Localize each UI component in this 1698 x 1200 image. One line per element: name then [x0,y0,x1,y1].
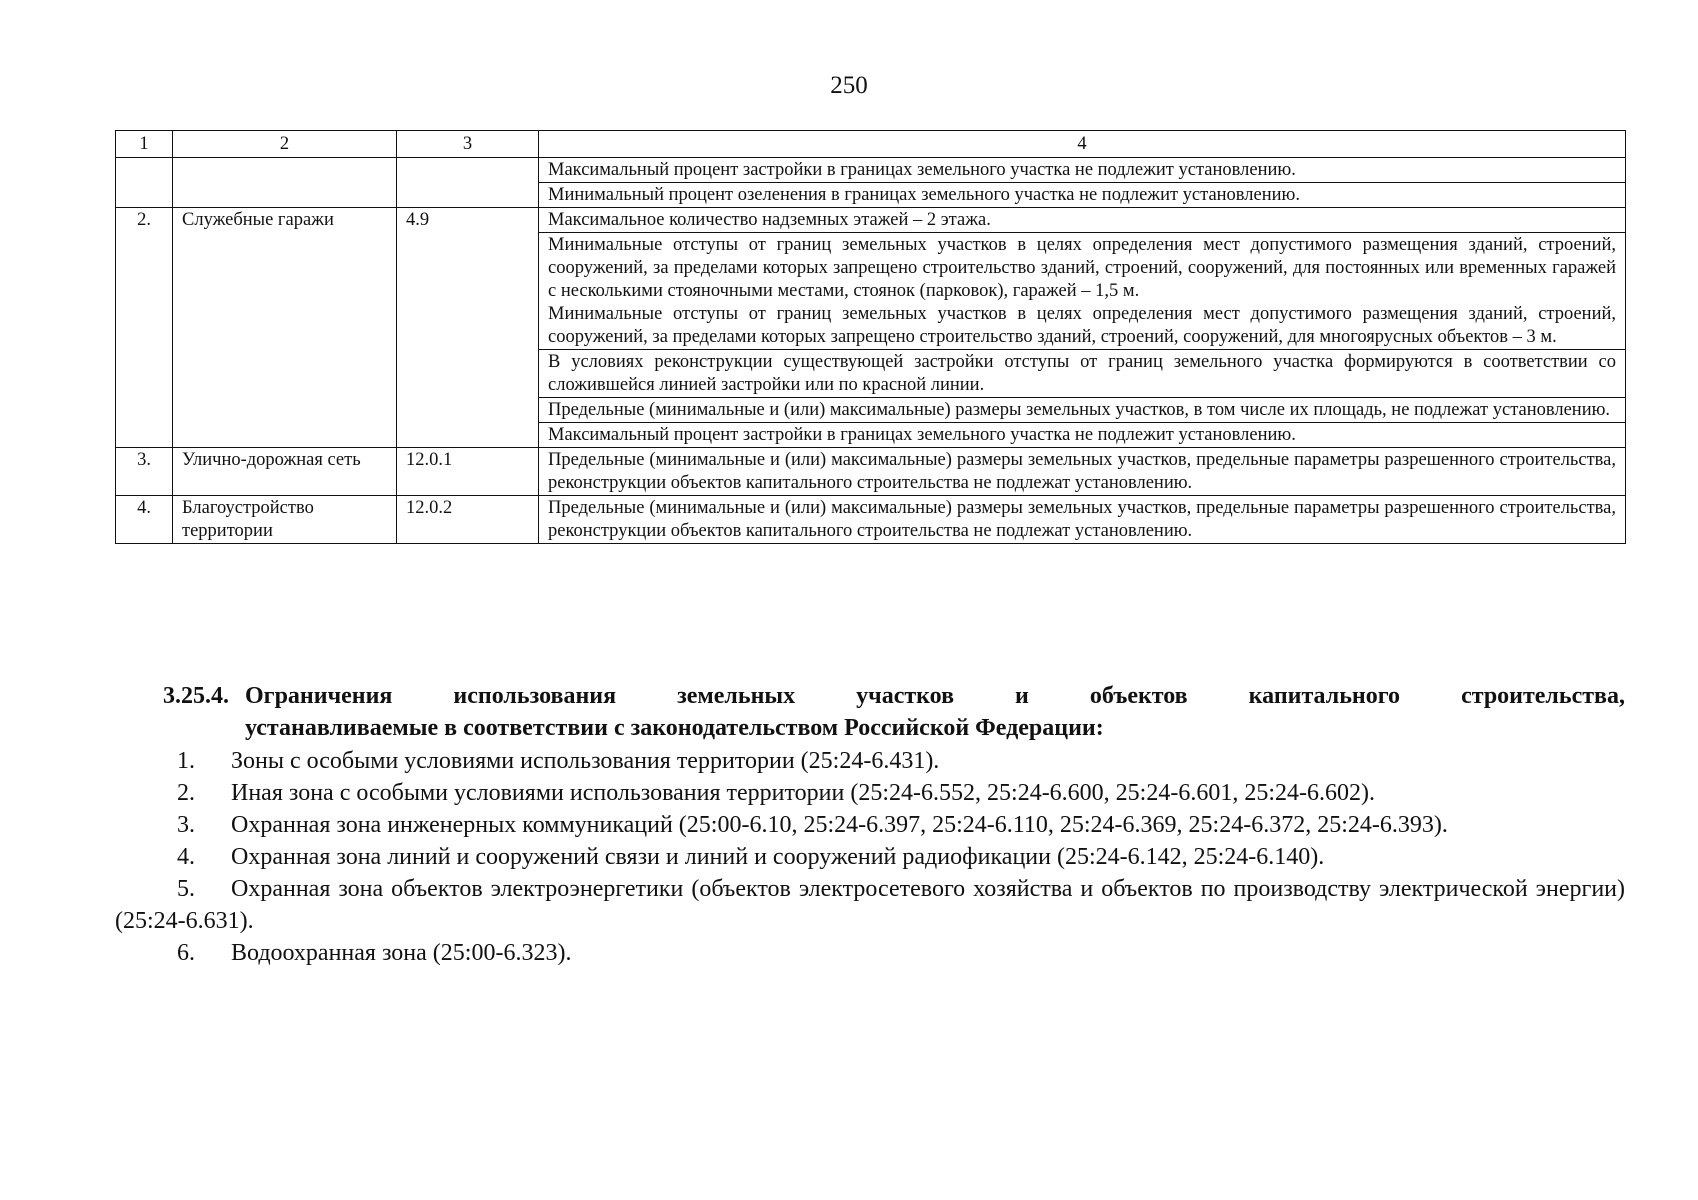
parameter-text: Минимальные отступы от границ земельных участков в целях определения мест допустимого размещения зданий, строений, сооружений, за пределами которых запрещено строительство зданий, строений, сооружений, для многоярусных объектов – 3 м. [548,304,1616,347]
list-item-text: Иная зона с особыми условиями использования территории (25:24-6.552, 25:24-6.600, 25:24-6.601, 25:24-6.602). [231,780,1375,806]
list-item-text: Охранная зона объектов электроэнергетики (объектов электросетевого хозяйства и объектов по производству электрической энергии) (25:24-6.631). [115,876,1625,934]
parameter-cell [539,423,1626,448]
parameter-text: В условиях реконструкции существующей застройки отступы от границ земельного участка формируются в соответствии со сложившейся линией застройки или по красной линии. [548,352,1616,395]
list-item [115,777,1625,809]
use-type-name: Благоустройство территории [173,496,397,544]
table-header-row [116,131,1626,158]
use-type-code: 12.0.2 [397,496,539,544]
table-row [116,158,1626,183]
list-item-text: Охранная зона линий и сооружений связи и линий и сооружений радиофикации (25:24-6.142, 25:24-6.140). [231,844,1325,870]
list-item [115,745,1625,777]
column-header: 3 [397,131,539,158]
list-item-number: 6. [177,940,195,966]
restrictions-section [115,680,1625,969]
parameter-text: Предельные (минимальные и (или) максимальные) размеры земельных участков, предельные параметры разрешенного строительства, реконструкции объектов капитального строительства не подлежат установлению. [548,450,1616,493]
column-header: 2 [173,131,397,158]
parameter-text: Максимальное количество надземных этажей – 2 этажа. [548,210,991,230]
list-item [115,809,1625,841]
restrictions-list [115,745,1625,969]
list-item [115,841,1625,873]
parameter-cell [539,233,1626,350]
parameter-cell [539,448,1626,496]
column-header: 4 [539,131,1626,158]
section-title [245,680,1625,744]
row-number: 2. [116,208,173,448]
use-type-name: Улично-дорожная сеть [173,448,397,496]
section-title-line: Ограничения использования земельных участков и объектов капитального строительства, [245,683,1625,709]
list-item [115,873,1625,937]
list-item-text: Водоохранная зона (25:00-6.323). [231,940,572,966]
empty-cell [173,158,397,208]
parameter-cell [539,398,1626,423]
parameter-text: Минимальные отступы от границ земельных участков в целях определения мест допустимого размещения зданий, строений, сооружений, за пределами которых запрещено строительство зданий, строений, сооружений, для постоянных или временных гаражей с несколькими стояночными местами, стоянок (парковок), гаражей – 1,5 м. [548,235,1616,301]
parameter-cell [539,208,1626,233]
section-number: 3.25.4. [163,683,229,709]
row-number: 3. [116,448,173,496]
section-title-line: устанавливаемые в соответствии с законодательством Российской Федерации: [245,715,1104,741]
list-item-number: 4. [177,844,195,870]
page-number: 250 [830,72,868,99]
parameter-cell [539,183,1626,208]
list-item [115,937,1625,969]
list-item-number: 2. [177,780,195,806]
parameter-text: Минимальный процент озеленения в границах земельного участка не подлежит установлению. [548,185,1300,205]
list-item-text: Зоны с особыми условиями использования территории (25:24-6.431). [231,748,940,774]
list-item-number: 5. [177,876,195,902]
land-use-parameters-table [115,130,1626,544]
table-row [116,208,1626,233]
empty-cell [397,158,539,208]
parameter-cell [539,350,1626,398]
parameter-text: Предельные (минимальные и (или) максимальные) размеры земельных участков, в том числе их площадь, не подлежат установлению. [548,400,1611,420]
list-item-text: Охранная зона инженерных коммуникаций (25:00-6.10, 25:24-6.397, 25:24-6.110, 25:24-6.369, 25:24-6.372, 25:24-6.393). [231,812,1448,838]
parameter-text: Максимальный процент застройки в границах земельного участка не подлежит установлению. [548,160,1296,180]
row-number: 4. [116,496,173,544]
use-type-code: 12.0.1 [397,448,539,496]
list-item-number: 3. [177,812,195,838]
table-row [116,448,1626,496]
table-row [116,496,1626,544]
use-type-code: 4.9 [397,208,539,448]
parameter-cell [539,158,1626,183]
column-header: 1 [116,131,173,158]
parameter-cell [539,496,1626,544]
section-heading [115,680,1625,744]
list-item-number: 1. [177,748,195,774]
parameter-text: Предельные (минимальные и (или) максимальные) размеры земельных участков, предельные параметры разрешенного строительства, реконструкции объектов капитального строительства не подлежат установлению. [548,498,1616,541]
use-type-name: Служебные гаражи [173,208,397,448]
parameter-text: Максимальный процент застройки в границах земельного участка не подлежит установлению. [548,425,1296,445]
empty-cell [116,158,173,208]
